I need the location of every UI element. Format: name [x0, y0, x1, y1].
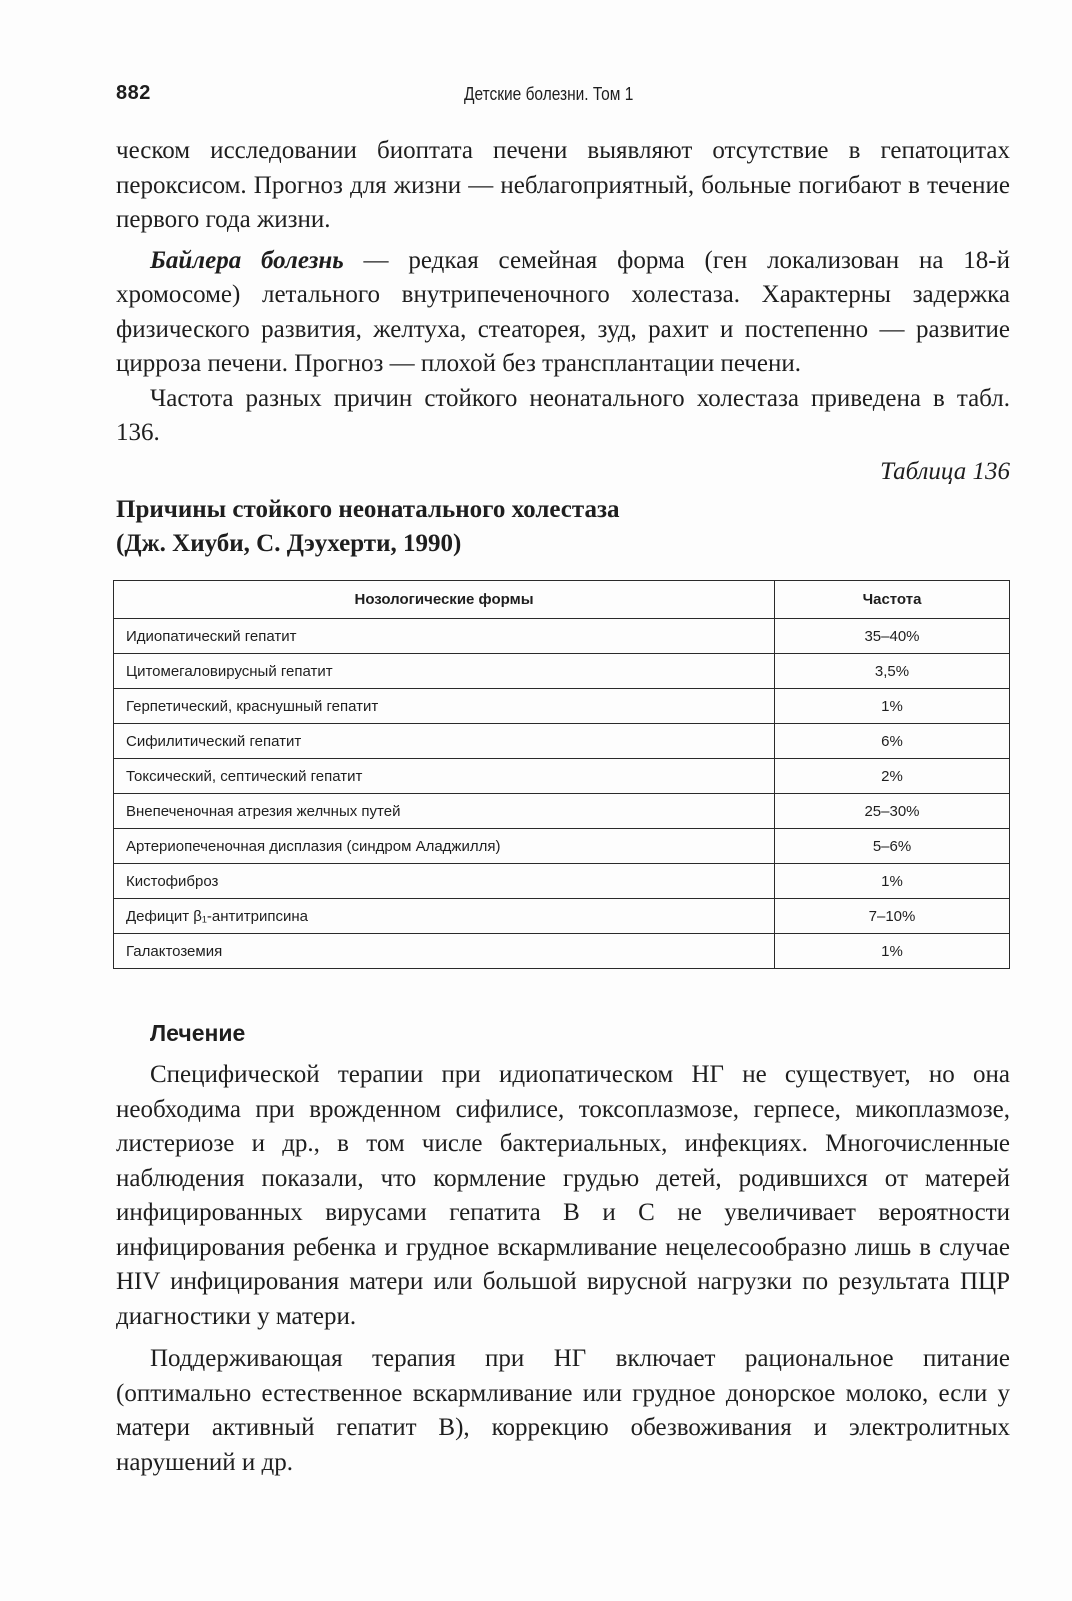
cell-frequency: 3,5% — [775, 654, 1010, 689]
table-row — [114, 654, 1010, 689]
cell-name: Кистофиброз — [114, 864, 775, 899]
cell-name: Герпетический, краснушный гепатит — [114, 689, 775, 724]
cell-frequency: 7–10% — [775, 899, 1010, 934]
cell-frequency: 35–40% — [775, 619, 1010, 654]
table-row — [114, 899, 1010, 934]
table-row — [114, 794, 1010, 829]
cell-name: Токсический, септический гепатит — [114, 759, 775, 794]
causes-table — [113, 580, 1010, 969]
section-heading-treatment: Лечение — [150, 1020, 246, 1046]
table-row — [114, 934, 1010, 969]
header-frequency: Частота — [775, 581, 1010, 619]
cell-frequency: 1% — [775, 934, 1010, 969]
table-row — [114, 829, 1010, 864]
table-row — [114, 619, 1010, 654]
table-title — [116, 493, 816, 561]
table-row — [114, 864, 1010, 899]
treatment-text — [116, 1058, 1010, 1480]
disease-term: Байлера болезнь — [150, 246, 344, 274]
intro-text — [116, 134, 1010, 451]
cell-frequency: 1% — [775, 689, 1010, 724]
cell-frequency: 1% — [775, 864, 1010, 899]
page-number: 882 — [116, 82, 151, 104]
cell-frequency: 25–30% — [775, 794, 1010, 829]
book-title: Детские болезни. Том 1 — [464, 84, 634, 104]
table-row — [114, 724, 1010, 759]
cell-name: Внепеченочная атрезия желчных путей — [114, 794, 775, 829]
table-title-line-2: (Дж. Хиуби, С. Дэухерти, 1990) — [116, 530, 462, 557]
disease-description: — редкая семейная форма (ген локализован на 18-й хромосоме) летального внутрипеченочного холестаза. Характерны задержка физического развития, желтуха, стеаторея, зуд, рахит и постепенно — развитие цирроза печени. Прогноз — плохой без трансплантации печени. — [116, 246, 1010, 377]
table-row — [114, 689, 1010, 724]
table-header-row — [114, 581, 1010, 619]
running-header — [116, 82, 1010, 112]
cell-name: Цитомегаловирусный гепатит — [114, 654, 775, 689]
intro-paragraph-2 — [116, 244, 1010, 382]
cell-name: Артериопеченочная дисплазия (синдром Аладжилля) — [114, 829, 775, 864]
cell-frequency: 5–6% — [775, 829, 1010, 864]
cell-name: Дефицит β₁-антитрипсина — [114, 899, 775, 934]
cell-frequency: 6% — [775, 724, 1010, 759]
cell-name: Сифилитический гепатит — [114, 724, 775, 759]
intro-paragraph-1: ческом исследовании биоптата печени выявляют отсутствие в гепатоцитах пероксисом. Прогноз для жизни — неблагоприятный, больные погибают в течение первого года жизни. — [116, 137, 1010, 233]
table-number: Таблица 136 — [880, 458, 1010, 485]
header-nosological-forms: Нозологические формы — [114, 581, 775, 619]
treatment-paragraph-2: Поддерживающая терапия при НГ включает рациональное питание (оптимально естественное вскармливание или грудное донорское молоко, если у матери активный гепатит В), коррекцию обезвоживания и электролитных нарушений и др. — [116, 1345, 1010, 1476]
cell-frequency: 2% — [775, 759, 1010, 794]
treatment-paragraph-1: Специфической терапии при идиопатическом НГ не существует, но она необходима при врожденном сифилисе, токсоплазмозе, герпесе, микоплазмозе, листериозе и др., в том числе бактериальных, инфекциях. Многочисленные наблюдения показали, что кормление грудью детей, родившихся от матерей инфицированных вирусами гепатита В и С не увеличивает вероятности инфицирования ребенка и грудное вскармливание нецелесообразно лишь в случае HIV инфицирования матери или большой вирусной нагрузки по результата ПЦР диагностики у матери. — [116, 1061, 1010, 1330]
intro-paragraph-3: Частота разных причин стойкого неонатального холестаза приведена в табл. 136. — [116, 384, 1010, 446]
table-title-line-1: Причины стойкого неонатального холестаза — [116, 496, 620, 523]
cell-name: Галактоземия — [114, 934, 775, 969]
table-row — [114, 759, 1010, 794]
cell-name: Идиопатический гепатит — [114, 619, 775, 654]
